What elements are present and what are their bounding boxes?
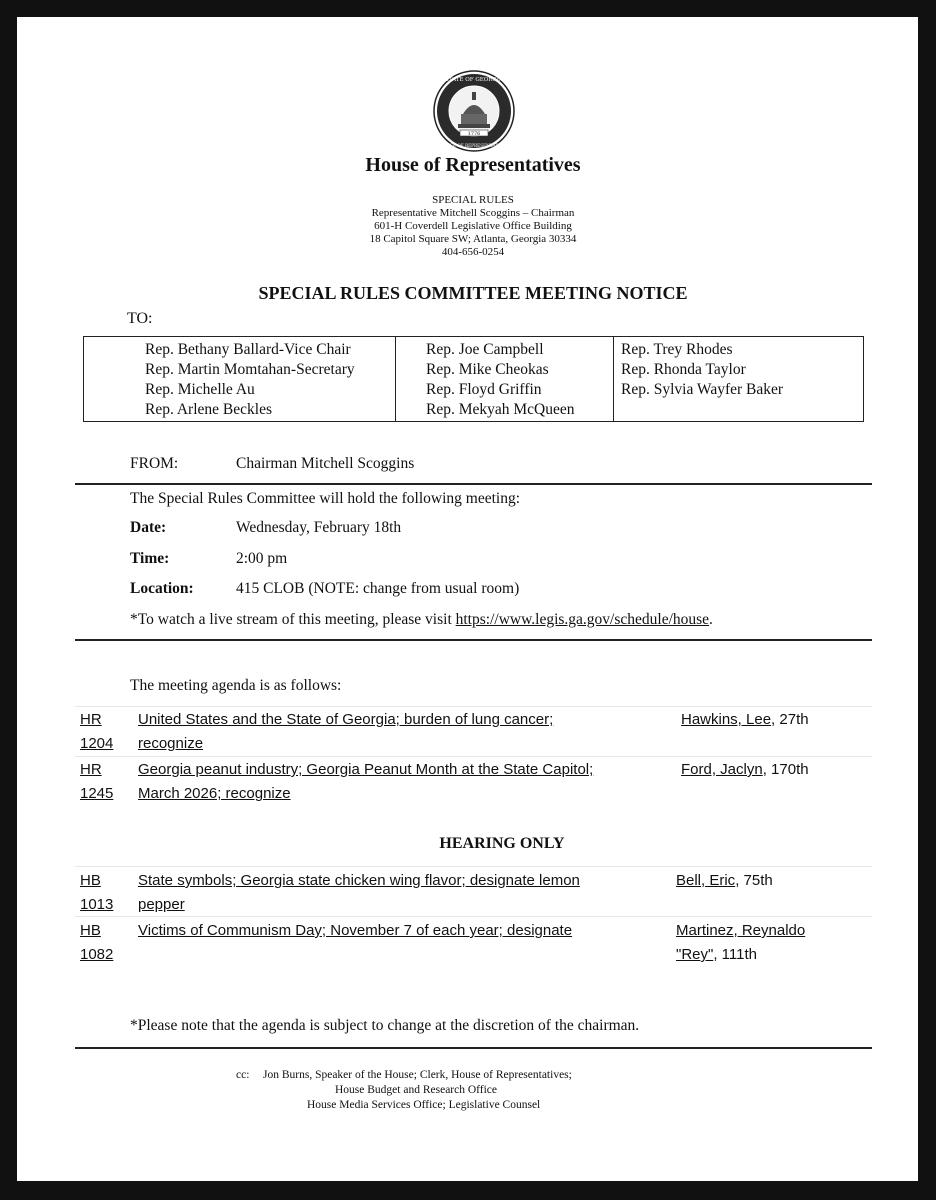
- member: Rep. Sylvia Wayfer Baker: [621, 381, 784, 398]
- meeting-location: 415 CLOB (NOTE: change from usual room): [236, 580, 520, 597]
- bill-id[interactable]: HR 1245: [80, 761, 114, 802]
- phone-line: 404-656-0254: [441, 246, 505, 258]
- from-label: FROM:: [130, 455, 179, 472]
- meeting-time: 2:00 pm: [236, 550, 288, 567]
- meeting-intro: The Special Rules Committee will hold the following meeting:: [130, 490, 521, 507]
- district: , 75th: [735, 872, 773, 889]
- bill-caption[interactable]: United States and the State of Georgia; burden of lung cancer; recognize: [138, 711, 554, 752]
- bill-sponsor: [676, 869, 773, 893]
- member: Rep. Trey Rhodes: [621, 341, 733, 358]
- sponsor-link[interactable]: Ford, Jaclyn: [681, 761, 763, 778]
- to-label: TO:: [127, 310, 153, 327]
- bill-sponsor: [681, 708, 809, 732]
- hearing-only-title: HEARING ONLY: [439, 835, 565, 852]
- house-title: House of Representatives: [365, 154, 581, 176]
- member: Rep. Rhonda Taylor: [621, 361, 746, 378]
- stream-notice: [130, 611, 713, 629]
- divider: [75, 483, 872, 485]
- svg-text:1776: 1776: [467, 131, 481, 137]
- bill-sponsor: [681, 758, 809, 782]
- row-rule: [75, 756, 872, 757]
- member-column-3: [621, 340, 783, 400]
- sponsor-link[interactable]: Martinez, Reynaldo: [676, 922, 806, 939]
- sponsor-link[interactable]: Bell, Eric: [676, 872, 736, 889]
- street-line: 18 Capitol Square SW; Atlanta, Georgia 30334: [369, 233, 577, 245]
- agenda-intro: The meeting agenda is as follows:: [130, 677, 342, 694]
- state-seal-logo: [433, 70, 515, 152]
- meeting-date: Wednesday, February 18th: [236, 519, 402, 536]
- members-table: [83, 336, 864, 422]
- agenda-note: *Please note that the agenda is subject to change at the discretion of the chairman.: [130, 1017, 640, 1034]
- stream-suffix: .: [709, 611, 713, 628]
- member: Rep. Bethany Ballard-Vice Chair: [145, 341, 351, 358]
- office-line: 601-H Coverdell Legislative Office Building: [374, 220, 572, 232]
- bill-caption[interactable]: Georgia peanut industry; Georgia Peanut Month at the State Capitol; March 2026; recognize: [138, 761, 594, 802]
- member-column-1: [145, 340, 355, 420]
- bill-id[interactable]: HB 1082: [80, 922, 114, 963]
- district: , 170th: [762, 761, 809, 778]
- committee-name: SPECIAL RULES: [432, 194, 514, 206]
- divider: [75, 639, 872, 641]
- date-label: Date:: [130, 519, 167, 536]
- svg-text:HOUSE OF REPRESENTATIVES: HOUSE OF REPRESENTATIVES: [439, 143, 509, 148]
- district: , 111th: [713, 946, 757, 963]
- member: Rep. Arlene Beckles: [145, 401, 272, 418]
- row-rule: [75, 866, 872, 867]
- bill-id[interactable]: HB 1013: [80, 872, 114, 913]
- bill-caption[interactable]: State symbols; Georgia state chicken wing flavor; designate lemon pepper: [138, 872, 580, 913]
- bill-caption[interactable]: Victims of Communism Day; November 7 of each year; designate: [138, 922, 573, 939]
- bill-id[interactable]: HR 1204: [80, 711, 114, 752]
- cc-line: Jon Burns, Speaker of the House; Clerk, House of Representatives;: [263, 1069, 572, 1081]
- cc-line: House Media Services Office; Legislative Counsel: [307, 1099, 541, 1111]
- row-rule: [75, 706, 872, 707]
- row-rule: [75, 916, 872, 917]
- divider: [75, 1047, 872, 1049]
- member: Rep. Joe Campbell: [426, 341, 544, 358]
- cc-line: House Budget and Research Office: [335, 1084, 498, 1096]
- member: Rep. Martin Momtahan-Secretary: [145, 361, 355, 378]
- time-label: Time:: [130, 550, 170, 567]
- member: Rep. Mike Cheokas: [426, 361, 549, 378]
- column-divider: [395, 337, 396, 421]
- member: Rep. Michelle Au: [145, 381, 255, 398]
- stream-text: *To watch a live stream of this meeting, please visit: [130, 611, 456, 628]
- from-value: Chairman Mitchell Scoggins: [236, 455, 415, 472]
- document-page: [17, 17, 918, 1181]
- svg-text:STATE OF GEORGIA: STATE OF GEORGIA: [445, 77, 503, 83]
- location-label: Location:: [130, 580, 194, 597]
- stream-link[interactable]: https://www.legis.ga.gov/schedule/house: [455, 611, 710, 628]
- sponsor-link[interactable]: Hawkins, Lee: [681, 711, 772, 728]
- sponsor-link[interactable]: "Rey": [676, 946, 714, 963]
- district: , 27th: [771, 711, 809, 728]
- cc-label: cc:: [236, 1069, 250, 1081]
- member: Rep. Mekyah McQueen: [426, 401, 575, 418]
- chairman-line: Representative Mitchell Scoggins – Chairman: [371, 207, 575, 219]
- member-column-2: [426, 340, 575, 420]
- notice-title: SPECIAL RULES COMMITTEE MEETING NOTICE: [258, 283, 688, 303]
- column-divider: [613, 337, 614, 421]
- member: Rep. Floyd Griffin: [426, 381, 542, 398]
- bill-sponsor: [676, 919, 805, 967]
